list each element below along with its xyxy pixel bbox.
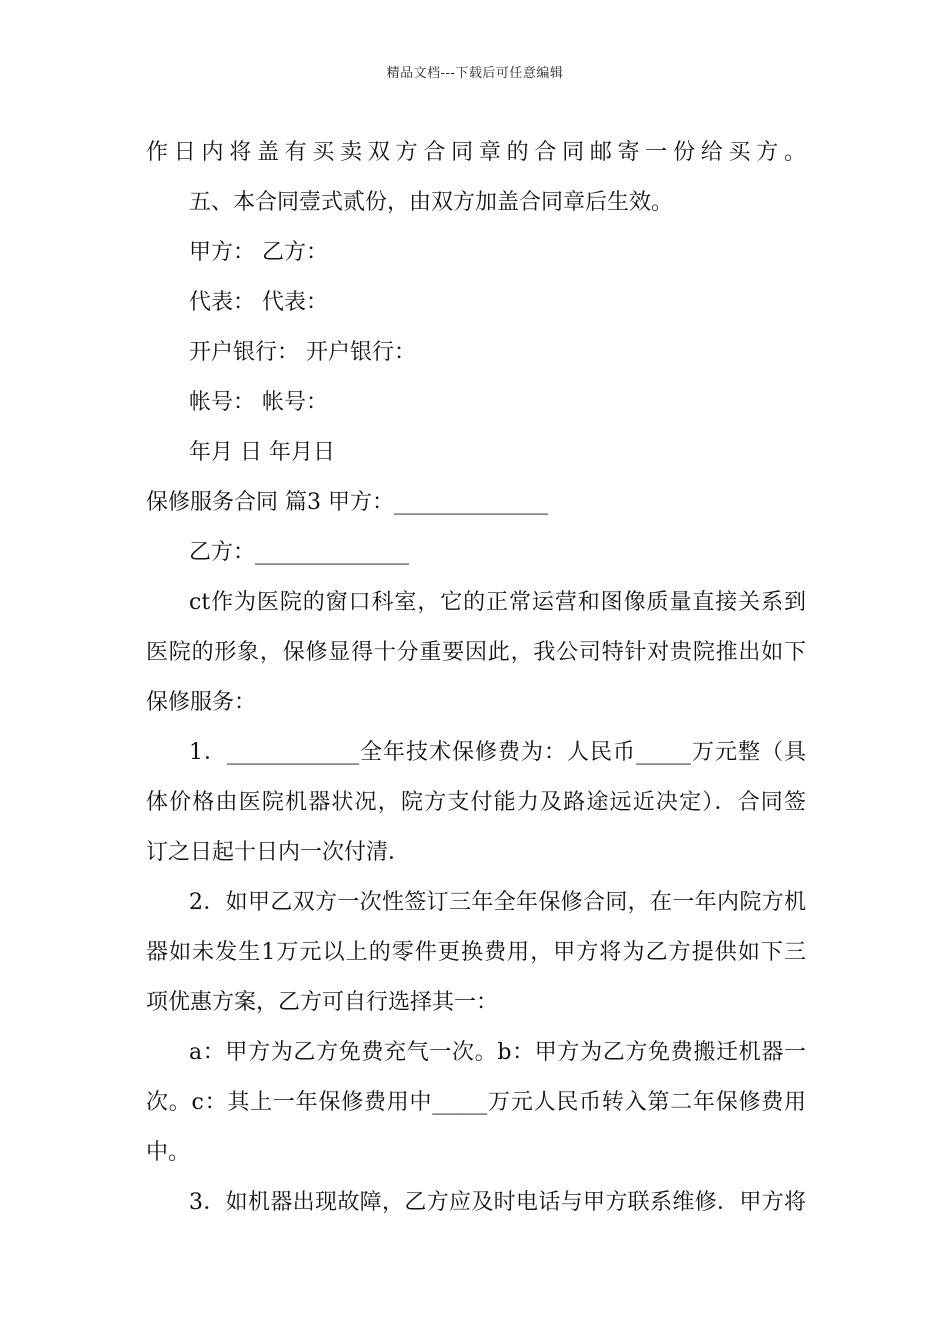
option-line: 中。 [146,1140,191,1165]
clause-2-line: 项优惠方案，乙方可自行选择其一： [146,990,499,1015]
paragraph-line: 作日内将盖有买卖双方合同章的合同邮寄一份给买方。 [146,140,806,165]
option-line: a：甲方为乙方免费充气一次。b：甲方为乙方免费搬迁机器一 [189,1040,806,1065]
contract-title-line: 保修服务合同 篇3 甲方：______________ [146,490,548,515]
clause-1-line: 1．____________全年技术保修费为：人民币_____万元整（具 [189,740,806,765]
clause-2-line: 器如未发生1万元以上的零件更换费用，甲方将为乙方提供如下三 [146,940,806,965]
paragraph-line: 医院的形象，保修显得十分重要因此，我公司特针对贵院推出如下 [146,640,806,665]
paragraph-line: ct作为医院的窗口科室，它的正常运营和图像质量直接关系到 [189,590,806,615]
signature-line-party: 甲方： 乙方： [189,240,328,265]
option-line: 次。c：其上一年保修费用中_____万元人民币转入第二年保修费用 [146,1090,806,1115]
page-header: 精品文档---下载后可任意编辑 [386,66,564,81]
party-b-line: 乙方：______________ [189,540,410,565]
clause-1-line: 体价格由医院机器状况，院方支付能力及路途远近决定）．合同签 [146,790,806,815]
clause-2-line: 2．如甲乙双方一次性签订三年全年保修合同，在一年内院方机 [189,890,806,915]
signature-line-representative: 代表： 代表： [189,290,328,315]
signature-line-bank: 开户银行： 开户银行： [189,340,416,365]
clause-3-line: 3．如机器出现故障，乙方应及时电话与甲方联系维修．甲方将 [189,1190,806,1215]
paragraph-line: 保修服务： [146,690,257,715]
signature-line-date: 年月 日 年月日 [189,440,335,465]
clause-1-line: 订之日起十日内一次付清． [146,840,411,865]
signature-line-account: 帐号： 帐号： [189,390,328,415]
paragraph-line: 五、本合同壹式贰份，由双方加盖合同章后生效。 [189,190,674,215]
